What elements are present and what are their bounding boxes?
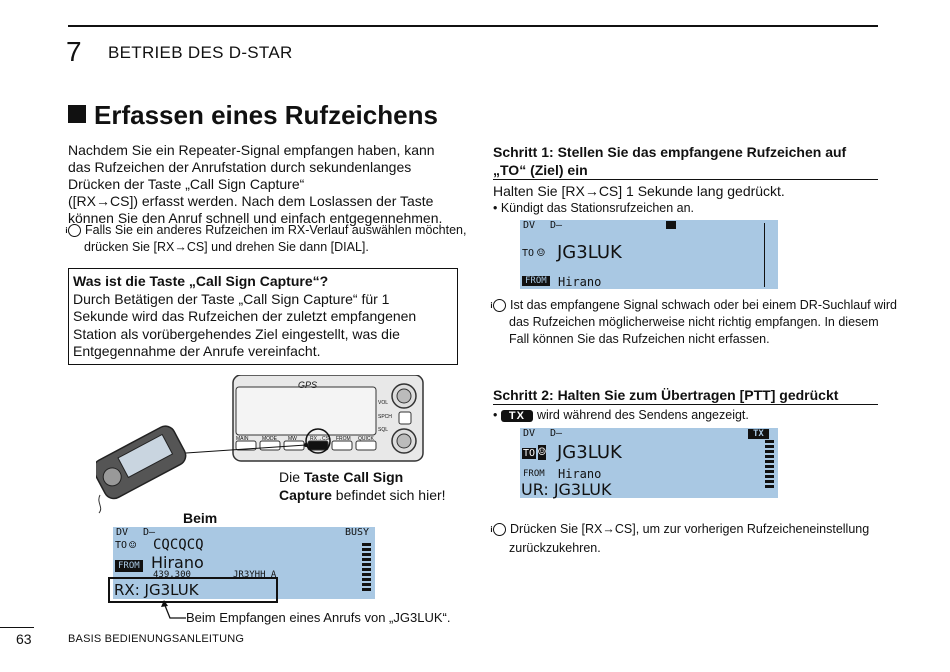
chapter-number: 7 — [66, 36, 82, 67]
step1-title: Schritt 1: Stellen Sie das empfangene Rufzeichen auf „TO“ (Ziel) ein — [493, 144, 847, 178]
step2-title: Schritt 2: Halten Sie zum Übertragen [PTT] gedrückt — [493, 387, 839, 403]
receive-heading: Beim — [183, 510, 218, 526]
lcd-step2: DV D– TX TO ☺ JG3LUK FROM Hirano UR: JG3LUK — [520, 428, 778, 498]
tx-badge: TX — [501, 410, 533, 422]
lcd-receive: DV D– BUSY TO ☺ CQCQCQ FROM Hirano 439.300 JR3YHH A RX: JG3LUK — [113, 527, 375, 599]
step2-bullet: • TX wird während des Sendens angezeigt. — [493, 408, 749, 422]
info-icon: i — [493, 299, 506, 312]
lcd-step1: DV D– TO ☺ JG3LUK FROM Hirano — [520, 220, 778, 289]
capture-caption: Die Taste Call Sign Capture befindet sich hier! — [279, 469, 446, 503]
note-return: i Drücken Sie [RX→CS], um zur vorherigen Rufzeicheneinstellung zurückzukehren. — [490, 522, 870, 555]
note-rx-history: i Falls Sie ein anderes Rufzeichen im RX-Verlauf auswählen möchten, drücken Sie [RX→CS] und drehen Sie dann [DIAL]. — [65, 223, 467, 254]
info-icon: i — [68, 224, 81, 237]
person-icon: ☺ — [538, 445, 546, 460]
person-icon: ☺ — [537, 246, 545, 261]
gps-icon — [666, 221, 676, 229]
rx-highlight-box — [108, 577, 278, 603]
note-weak-signal: i Ist das empfangene Signal schwach oder bei einem DR-Suchlauf wird das Rufzeichen möglicherweise nicht richtig empfangen. In diesem Fall können Sie das Rufzeichen nicht erfassen. — [490, 298, 898, 346]
info-box-title: Was ist die Taste „Call Sign Capture“? — [73, 273, 329, 289]
page-number: 63 — [16, 631, 32, 647]
step1-rule — [493, 179, 878, 180]
group-icon: ☺ — [129, 538, 137, 552]
section-title: Erfassen eines Rufzeichens — [68, 100, 438, 131]
info-icon: i — [493, 523, 506, 536]
square-bullet-icon — [68, 105, 86, 123]
intro-paragraph: Nachdem Sie ein Repeater-Signal empfangen haben, kann das Rufzeichen der Anrufstation durch sekundenlanges Drücken der Taste „Call Sign Capture“ ([RX→CS]) erfasst werden. Nach dem Loslassen der Taste können Sie den Anruf schnell und einfach entgegennehmen. — [68, 142, 443, 226]
pointer-arrow-icon — [160, 599, 188, 621]
page-number-rule — [0, 627, 34, 628]
step1-bullet: • Kündigt das Stationsrufzeichen an. — [493, 201, 695, 215]
chapter-title: BETRIEB DES D-STAR — [108, 43, 293, 62]
radio-illustration: GPS VOL SPCH SQL MAIN MODE MW RX→CS FROM QUICK — [96, 375, 426, 515]
header-rule — [68, 25, 878, 27]
footer-title: BASIS BEDIENUNGSANLEITUNG — [68, 633, 245, 645]
info-box: Was ist die Taste „Call Sign Capture“? Durch Betätigen der Taste „Call Sign Capture“ für 1 Sekunde wird das Rufzeichen der zuletzt empfangenen Station als vorübergehendes Ziel eingestellt, was die Entgegennahme der Anrufe vereinfacht. — [68, 268, 458, 365]
step2-rule — [493, 404, 878, 405]
receive-caption: Beim Empfangen eines Anrufs von „JG3LUK“. — [186, 610, 451, 625]
step1-text: Halten Sie [RX→CS] 1 Sekunde lang gedrückt. — [493, 183, 785, 199]
